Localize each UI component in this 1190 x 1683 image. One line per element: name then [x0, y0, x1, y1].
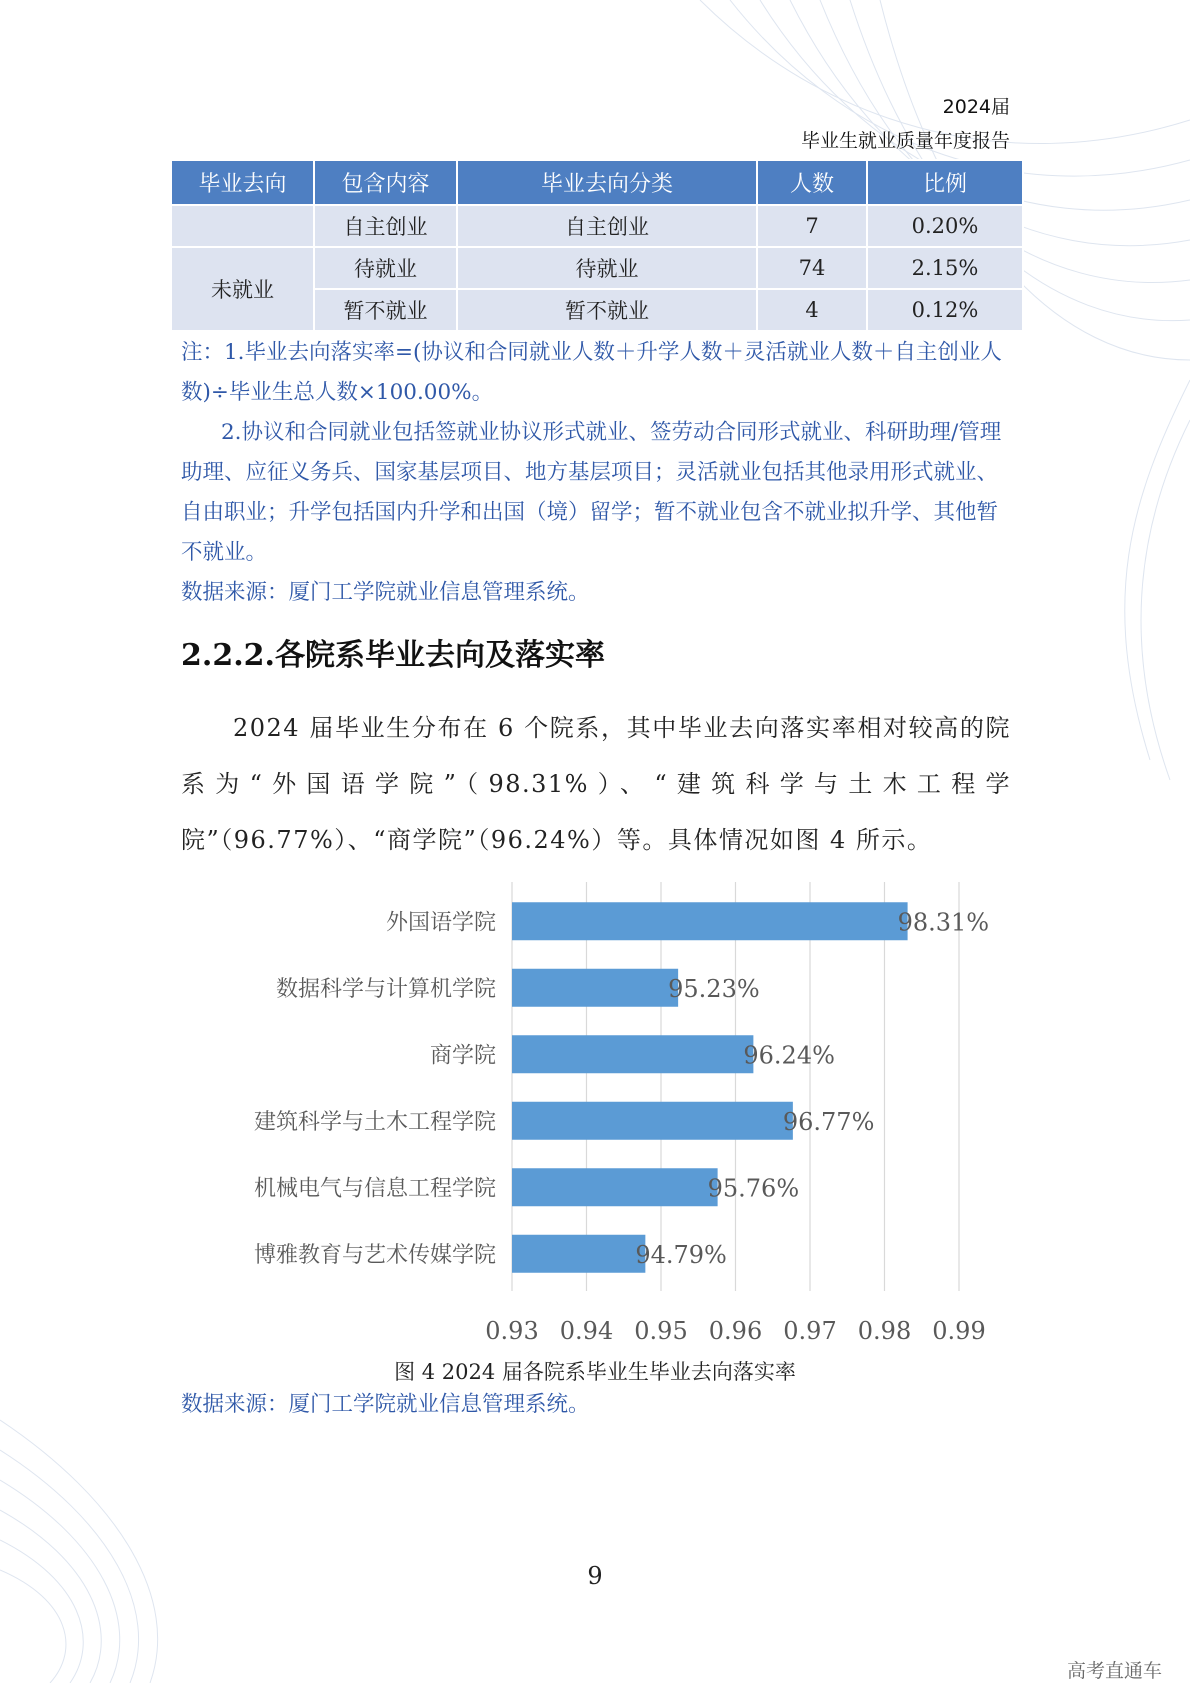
- category-label: 机械电气与信息工程学院: [253, 1176, 496, 1202]
- table-cell-category: 自主创业: [457, 205, 757, 247]
- x-tick-label: 0.96: [708, 1317, 763, 1345]
- table-cell-category: 待就业: [457, 247, 757, 289]
- table-row: [171, 247, 1023, 289]
- category-label: 建筑科学与土木工程学院: [253, 1109, 496, 1135]
- data-label: 94.79%: [635, 1240, 727, 1269]
- data-label: 96.24%: [743, 1041, 835, 1070]
- x-tick-label: 0.94: [559, 1317, 614, 1345]
- data-label: 96.77%: [782, 1107, 875, 1136]
- paragraph-text: 2024 届毕业生分布在 6 个院系，其中毕业去向落实率相对较高的院系为“外国语学院”（98.31%）、“建筑科学与土木工程学院”（96.77%）、“商学院”（96.24%）等。具体情况如图 4 所示。: [181, 714, 1011, 854]
- table-cell-group: 未就业: [171, 247, 314, 331]
- page-number: 9: [587, 1562, 603, 1590]
- col-header-destination: 毕业去向: [171, 160, 314, 205]
- category-label: 博雅教育与艺术传媒学院: [253, 1242, 496, 1268]
- note-2: 2.协议和合同就业包括签就业协议形式就业、签劳动合同形式就业、科研助理/管理助理、应征义务兵、国家基层项目、地方基层项目；灵活就业包括其他录用形式就业、自由职业；升学包括国内升学和出国（境）留学；暂不就业包含不就业拟升学、其他暂不就业。: [181, 420, 1002, 565]
- table-cell-empty: [171, 205, 314, 247]
- table-cell-content: 自主创业: [314, 205, 457, 247]
- page-header: [801, 90, 1010, 158]
- table-notes: [181, 333, 1011, 613]
- x-tick-label: 0.93: [485, 1317, 539, 1345]
- watermark: 高考直通车: [1066, 1660, 1162, 1682]
- col-header-ratio: 比例: [867, 160, 1023, 205]
- bar: [512, 902, 908, 940]
- table-cell-count: 7: [757, 205, 867, 247]
- bar: [512, 1235, 645, 1273]
- data-label: 95.76%: [707, 1174, 800, 1203]
- category-label: 商学院: [429, 1043, 496, 1069]
- table-row: [171, 205, 1023, 247]
- col-header-category: 毕业去向分类: [457, 160, 757, 205]
- bar-chart: [0, 880, 1190, 1350]
- header-report-title: 毕业生就业质量年度报告: [800, 130, 1010, 152]
- x-tick-label: 0.99: [932, 1317, 986, 1345]
- table-cell-count: 74: [757, 247, 867, 289]
- table-cell-content: 暂不就业: [314, 289, 457, 331]
- data-label: 95.23%: [668, 974, 760, 1003]
- note-1: 注：1.毕业去向落实率=(协议和合同就业人数＋升学人数＋灵活就业人数＋自主创业人数)÷毕业生总人数×100.00%。: [181, 340, 1002, 405]
- bar: [512, 1102, 793, 1140]
- category-label: 数据科学与计算机学院: [275, 976, 496, 1002]
- figure-caption: 图 4 2024 届各院系毕业生毕业去向落实率: [394, 1360, 796, 1384]
- table-header-row: [171, 160, 1023, 205]
- bar: [512, 1168, 718, 1206]
- table-cell-count: 4: [757, 289, 867, 331]
- section-title: 2.2.2.各院系毕业去向及落实率: [181, 638, 605, 673]
- bar: [512, 1035, 753, 1073]
- data-label: 98.31%: [897, 908, 990, 937]
- col-header-count: 人数: [757, 160, 867, 205]
- table-cell-ratio: 2.15%: [867, 247, 1023, 289]
- table-cell-content: 待就业: [314, 247, 457, 289]
- category-label: 外国语学院: [385, 910, 496, 936]
- x-tick-label: 0.95: [634, 1317, 688, 1345]
- table-cell-ratio: 0.12%: [867, 289, 1023, 331]
- col-header-content: 包含内容: [314, 160, 457, 205]
- table-source: 数据来源：厦门工学院就业信息管理系统。: [181, 580, 590, 605]
- header-year: 2024届: [942, 96, 1010, 118]
- x-tick-label: 0.97: [783, 1317, 837, 1345]
- bar: [512, 969, 678, 1007]
- x-tick-label: 0.98: [857, 1317, 912, 1345]
- table-cell-ratio: 0.20%: [867, 205, 1023, 247]
- figure-source: 数据来源：厦门工学院就业信息管理系统。: [181, 1392, 590, 1417]
- destination-table: [170, 159, 1024, 332]
- table-cell-category: 暂不就业: [457, 289, 757, 331]
- section-paragraph: [181, 700, 1011, 868]
